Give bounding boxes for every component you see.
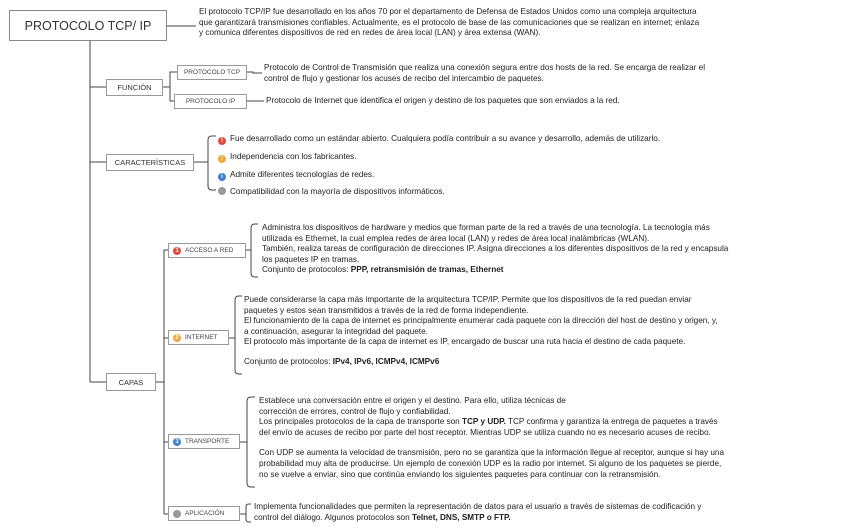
number-1-icon: 1	[173, 247, 181, 255]
root-topic[interactable]	[9, 10, 167, 41]
caracteristica-item: ! Independencia con los fabricantes.	[218, 148, 660, 166]
caracteristicas-list	[218, 130, 660, 201]
circle-grey-icon	[173, 510, 181, 518]
info-blue-icon: i	[218, 173, 226, 181]
capas-node[interactable]: CAPAS	[106, 373, 156, 391]
funcion-node[interactable]: FUNCIÓN	[106, 79, 163, 96]
aplicacion-node[interactable]: APLICACIÓN	[168, 506, 240, 521]
protocolo-tcp-text: Protocolo de Control de Transmisión que realiza una conexión segura entre dos hosts de la red. Se encarga de realizar el control de flujo y gestionar los acuses de recibo del intercambio de paquetes.	[264, 63, 706, 83]
intro-text: El protocolo TCP/IP fue desarrollado en los años 70 por el departamento de Defensa de Estados Unidos como una compleja arquitectura que garantizará transmisiones confiables. Actualmente, es el protocolo de base de las comunicaciones que se realizan en internet; enlaza y comunica diferentes dispositivos de red en redes de área local (LAN) y área extensa (WAN).	[199, 7, 700, 38]
alert-orange-icon: !	[218, 155, 226, 163]
protocolo-ip-node[interactable]: PROTOCOLO IP	[174, 94, 247, 109]
protocolo-ip-text: Protocolo de Internet que identifica el origen y destino de los paquetes que son enviados a la red.	[266, 96, 620, 105]
root-title: PROTOCOLO TCP/ IP	[24, 18, 152, 33]
internet-node[interactable]: 2 INTERNET	[168, 330, 229, 345]
acceso-red-node[interactable]: 1 ACCESO A RED	[168, 243, 246, 258]
number-2-icon: 2	[173, 334, 181, 342]
acceso-red-text: Administra los dispositivos de hardware y medios que forman parte de la red a través de una tecnología. La tecnología más utilizada es Ethernet, la cual emplea redes de área local (LAN) y redes de área local inalámbricas (WLAN). También, realiza tareas de configuración de direcciones IP. Asigna direcciones a los diferentes dispositivos de la red y encapsula los paquetes IP en tramas. Conjunto de protocolos: PPP, retransmisión de tramas, Ethernet	[262, 223, 729, 275]
number-3-icon: 3	[173, 438, 181, 446]
circle-grey-icon	[218, 187, 226, 195]
aplicacion-text: Implementa funcionalidades que permiten la representación de datos para el usuario a través de sistemas de codificación y control del diálogo. Algunos protocolos son Telnet, DNS, SMTP o FTP.	[254, 502, 702, 522]
transporte-node[interactable]: 3 TRANSPORTE	[168, 434, 240, 449]
protocolo-tcp-node[interactable]: PROTOCOLO TCP	[177, 65, 247, 80]
caracteristicas-node[interactable]: CARACTERÍSTICAS	[106, 154, 194, 171]
alert-red-icon: !	[218, 137, 226, 145]
internet-text: Puede considerarse la capa más importante de la arquitectura TCP/IP. Permite que los dispositivos de la red puedan enviar paquetes y estos sean transmitidos a través de la red de forma independiente. El funcionamiento de la capa de internet es principalmente enumerar cada paquete con la dirección del host de destino y origen, y, a continuación, asegurar la integridad del paquete. El protocolo más importante de la capa de internet es IP, encargado de buscar una ruta hacia el destino de cada paquete. Conjunto de protocolos: IPv4, IPv6, ICMPv4, ICMPv6	[244, 295, 718, 366]
caracteristica-item: ! Fue desarrollado como un estándar abierto. Cualquiera podía contribuir a su avance y desarrollo, además de utilizarlo.	[218, 130, 660, 148]
caracteristica-item: i Admite diferentes tecnologías de redes.	[218, 166, 660, 184]
caracteristica-item: Compatibilidad con la mayoría de dispositivos informáticos.	[218, 183, 660, 201]
transporte-text: Establece una conversación entre el origen y el destino. Para ello, utiliza técnicas de corrección de errores, control de flujo y confiabilidad. Los principales protocolos de la capa de transporte son TCP y UDP. TCP confirma y garantiza la entrega de paquetes a través del envío de acuses de recibo por parte del host receptor. Mientras UDP se utiliza cuando no es necesario acuses de recibo. Con UDP se aumenta la velocidad de transmisión, pero no se garantiza que la información llegue al receptor, aunque si hay una probabilidad muy alta de producirse. Un ejemplo de conexión UDP es la radio por internet. Si alguno de los paquetes se pierde, no se vuelve a enviar, sino que continúa enviando los siguientes paquetes para continuar con la retransmisión.	[259, 396, 724, 479]
